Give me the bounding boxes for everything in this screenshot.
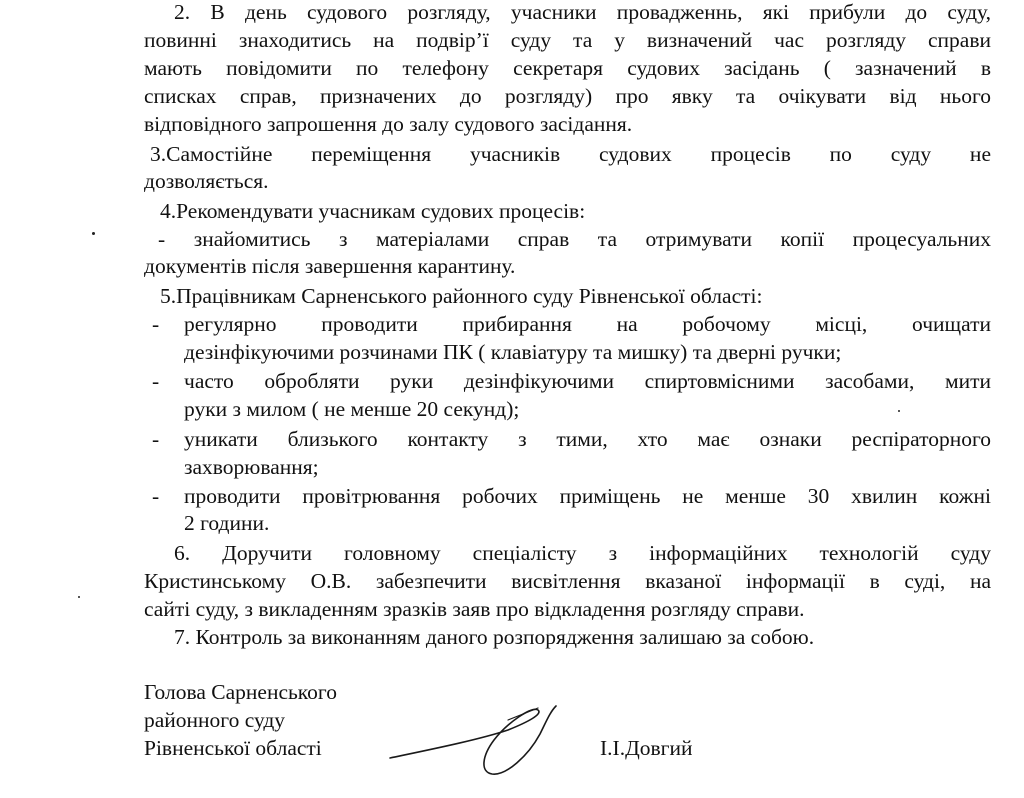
list-item-line: руки з милом ( не менше 20 секунд);: [184, 397, 520, 421]
list-dash: -: [152, 312, 160, 336]
signer-name: І.І.Довгий: [600, 736, 693, 760]
paragraph-6-line: Кристинському О.В. забезпечити висвітлення вказаної інформації в суді, на: [144, 569, 991, 593]
paragraph-4-heading: 4.Рекомендувати учасникам судових процесів:: [160, 199, 586, 223]
signatory-title-line: Голова Сарненського: [144, 680, 337, 704]
paragraph-3-line: 3.Самостійне переміщення учасників судових процесів по суду не: [150, 142, 991, 166]
list-dash: -: [152, 484, 160, 508]
scan-speck: [898, 410, 900, 412]
signatory-title: [144, 678, 337, 762]
paragraph-2-line: списках справ, призначених до розгляду) про явку та очікувати від нього: [144, 84, 991, 108]
paragraph-2-line: повинні знаходитись на подвір’ї суду та у визначений час розгляду справи: [144, 28, 991, 52]
paragraph-5-heading: 5.Працівникам Сарненського районного суду Рівненської області:: [160, 284, 763, 308]
handwritten-signature: [388, 700, 568, 780]
list-item-line: регулярно проводити прибирання на робочому місці, очищати: [184, 312, 991, 336]
scan-speck: [92, 232, 95, 235]
paragraph-2-line: мають повідомити по телефону секретаря судових засідань ( зазначений в: [144, 56, 991, 80]
paragraph-4-item-line: документів після завершення карантину.: [144, 254, 516, 278]
paragraph-6-line: сайті суду, з викладенням зразків заяв про відкладення розгляду справи.: [144, 597, 805, 621]
scan-speck: [78, 596, 80, 598]
list-item-line: дезінфікуючими розчинами ПК ( клавіатуру та мишку) та дверні ручки;: [184, 340, 842, 364]
list-item-line: уникати близького контакту з тими, хто має ознаки респіраторного: [184, 427, 991, 451]
list-item-line: часто обробляти руки дезінфікуючими спиртовмісними засобами, мити: [184, 369, 991, 393]
paragraph-2-line: 2. В день судового розгляду, учасники провадженнь, які прибули до суду,: [174, 0, 991, 24]
signatory-title-line: Рівненської області: [144, 736, 322, 760]
signatory-title-line: районного суду: [144, 708, 286, 732]
paragraph-2-line: відповідного запрошення до залу судового засідання.: [144, 112, 633, 136]
paragraph-4-item-line: - знайомитись з матеріалами справ та отримувати копії процесуальних: [158, 227, 991, 251]
list-item-line: проводити провітрювання робочих приміщень не менше 30 хвилин кожні: [184, 484, 991, 508]
paragraph-7: 7. Контроль за виконанням даного розпорядження залишаю за собою.: [174, 625, 815, 649]
paragraph-3-line: дозволяється.: [144, 169, 269, 193]
list-dash: -: [152, 369, 160, 393]
list-item-line: 2 години.: [184, 511, 270, 535]
list-dash: -: [152, 427, 160, 451]
paragraph-6-line: 6. Доручити головному спеціалісту з інформаційних технологій суду: [174, 541, 991, 565]
list-item-line: захворювання;: [184, 455, 319, 479]
